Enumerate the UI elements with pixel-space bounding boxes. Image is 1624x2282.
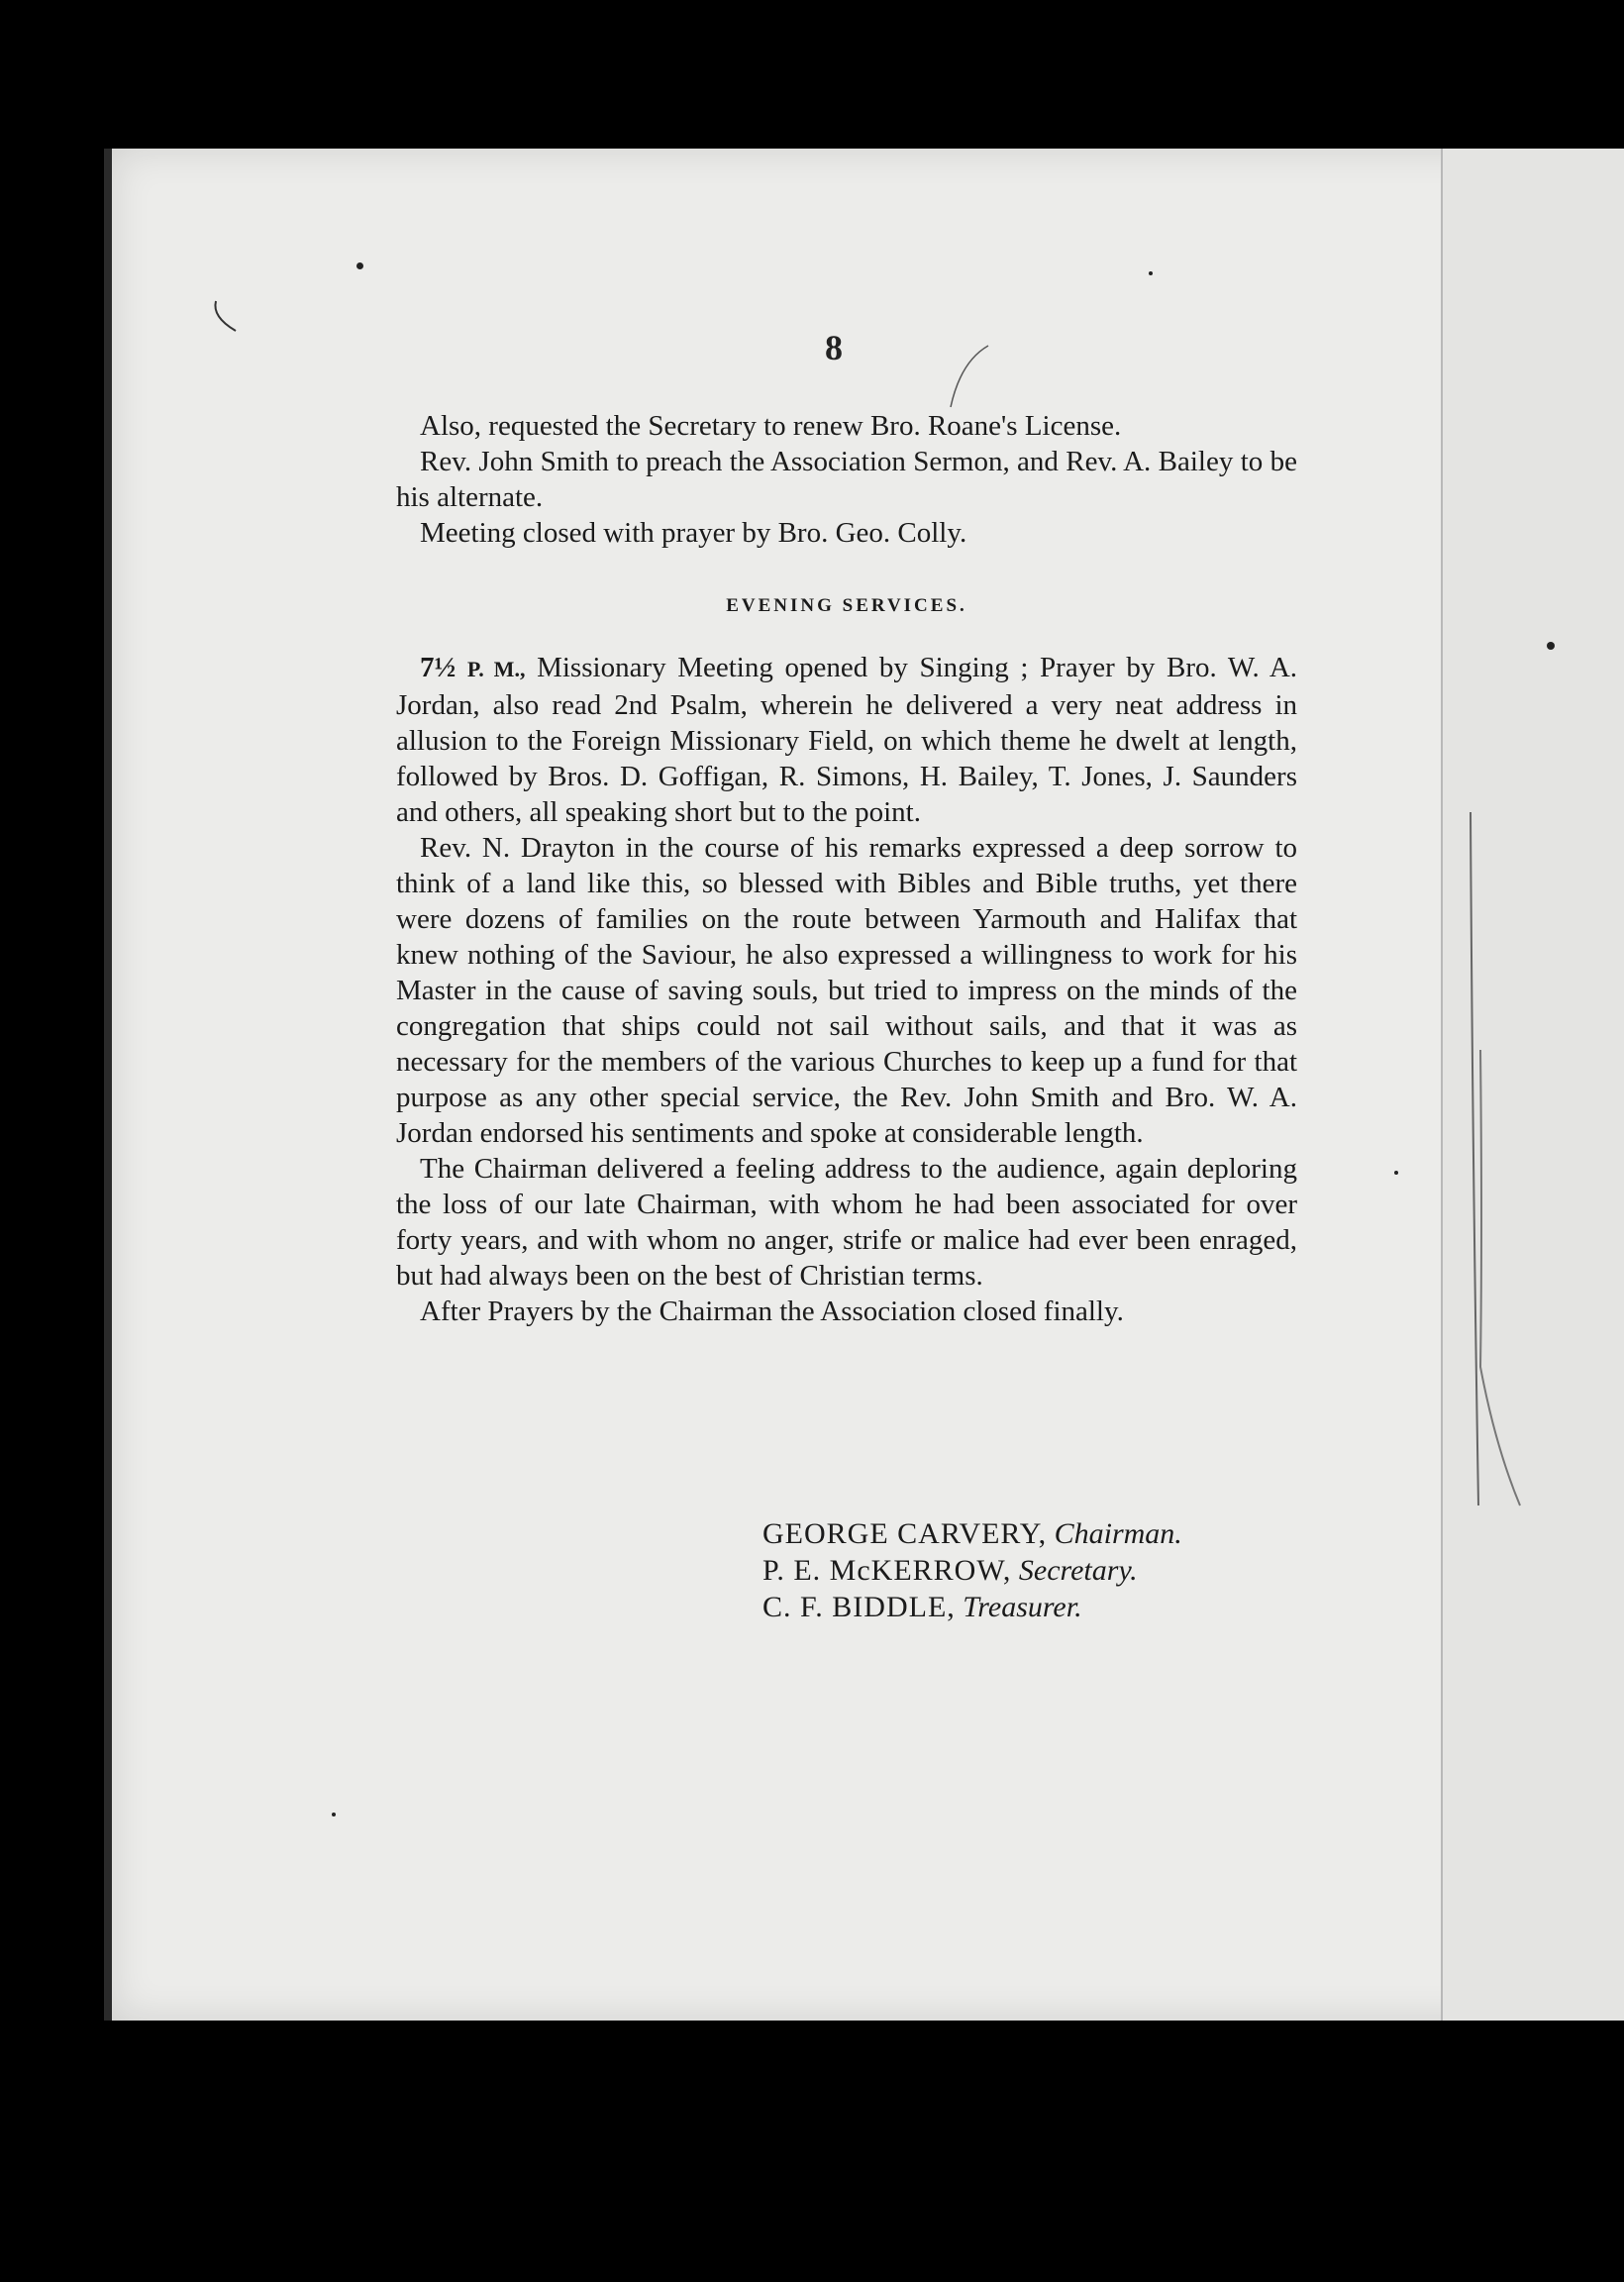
scan-speck [1394,1171,1398,1175]
paragraph-closing: After Prayers by the Chairman the Association closed finally. [420,1296,1124,1327]
body-text [396,408,1297,1329]
time-value: 7½ [420,652,457,683]
signature-chairman [762,1515,1182,1552]
signature-treasurer [762,1589,1182,1625]
signature-role: Secretary. [1018,1554,1138,1587]
scan-speck [1547,642,1555,650]
page-edge-mark [1451,812,1530,1525]
page-number: 8 [825,328,843,367]
signature-name: C. F. BIDDLE, [762,1591,956,1623]
missionary-meeting-text: Missionary Meeting opened by Singing ; Prayer by Bro. W. A. Jordan, also read 2nd Psalm, wherein he delivered a very neat address in allusion to the Foreign Missionary Field, on which theme he dwelt at length, followed by Bros. D. Goffigan, R. Simons, H. Bailey, T. Jones, J. Saunders and others, all speaking short but to the point. [396,652,1298,828]
paragraph-missionary-meeting [396,650,1297,830]
signature-role: Chairman. [1054,1517,1182,1550]
paragraph-chairman-address: The Chairman delivered a feeling address to the audience, again deploring the loss of our late Chairman, with whom he had been associated for over forty years, and with whom no anger, strife or malice had ever been enraged, but had always been on the best of Christian terms. [396,1153,1297,1292]
scan-speck [1149,271,1153,275]
scan-speck [332,1813,336,1816]
paragraph-license: Also, requested the Secretary to renew Bro. Roane's License. [420,410,1122,442]
pencil-mark [210,297,240,337]
scan-speck [356,262,363,269]
signature-secretary [762,1552,1182,1589]
signature-name: P. E. McKERROW, [762,1554,1012,1587]
signature-block [762,1515,1182,1625]
paragraph-sermon: Rev. John Smith to preach the Association Sermon, and Rev. A. Bailey to be his alternate. [396,446,1297,513]
signature-role: Treasurer. [963,1591,1082,1623]
section-heading-evening-services: EVENING SERVICES. [726,595,967,616]
signature-name: GEORGE CARVERY, [762,1517,1048,1550]
pencil-mark [941,342,1000,411]
paragraph-drayton: Rev. N. Drayton in the course of his remarks expressed a deep sorrow to think of a land like this, so blessed with Bibles and Bible truths, yet there were dozens of families on the route between Yarmouth and Halifax that knew nothing of the Saviour, he also expressed a willingness to work for his Master in the cause of saving souls, but tried to impress on the minds of the congregation that ships could not sail without sails, and that it was as necessary for the members of the various Churches to keep up a fund for that purpose as any other special service, the Rev. John Smith and Bro. W. A. Jordan endorsed his sentiments and spoke at considerable length. [396,832,1297,1149]
paragraph-meeting-closed: Meeting closed with prayer by Bro. Geo. Colly. [420,517,967,549]
time-pm: P. M., [466,657,526,681]
